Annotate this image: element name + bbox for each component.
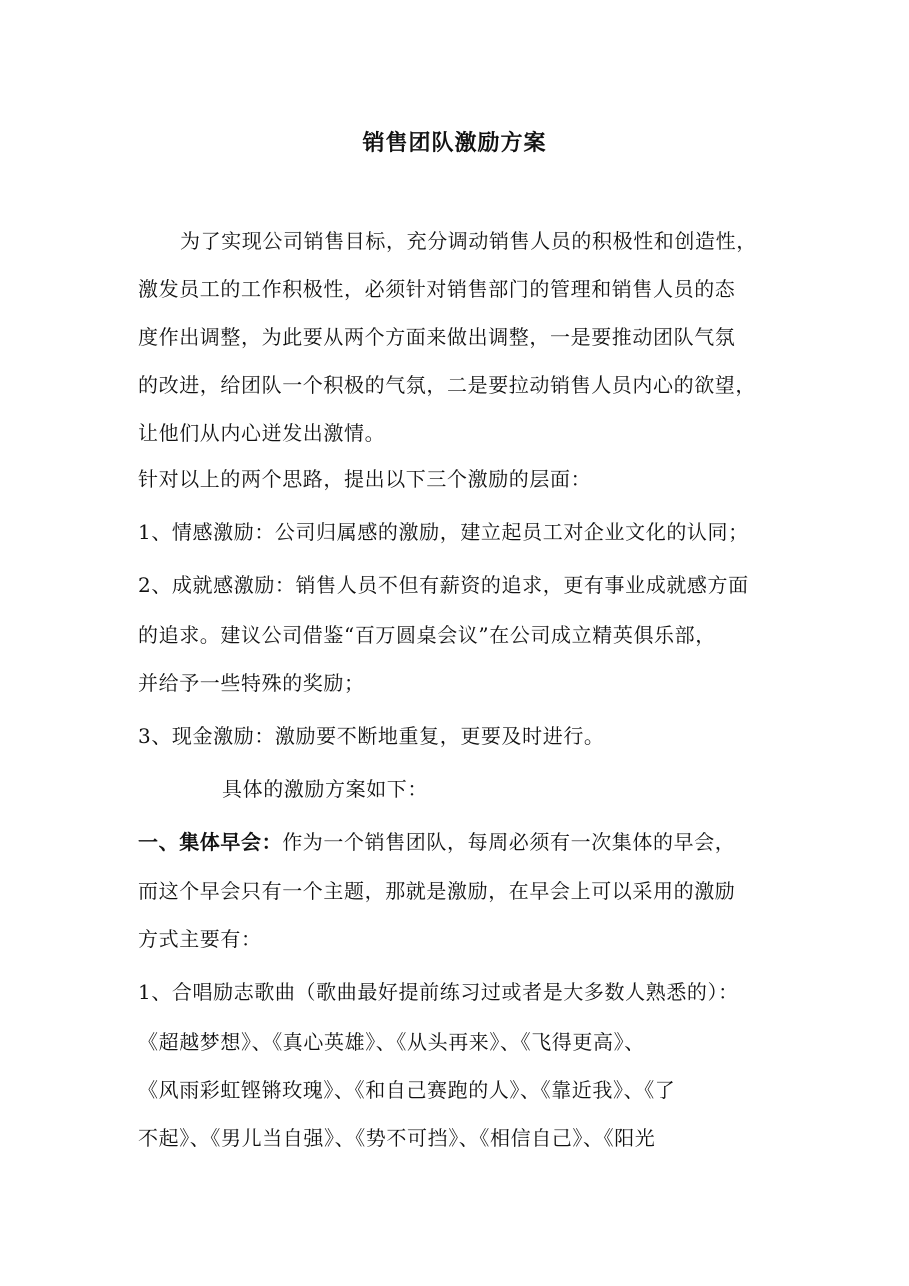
list-item: 1、合唱励志歌曲（歌曲最好提前练习过或者是大多数人熟悉的）： xyxy=(138,980,739,1004)
paragraph-line: 让他们从内心迸发出激情。 xyxy=(138,421,386,445)
paragraph-line: 而这个早会只有一个主题，那就是激励，在早会上可以采用的激励 xyxy=(138,879,736,903)
list-item: 1、情感激励：公司归属感的激励，建立起员工对企业文化的认同； xyxy=(138,520,749,544)
paragraph-line: 《超越梦想》、《真心英雄》、《从头再来》、《飞得更高》、 xyxy=(138,1030,645,1054)
section-text: 作为一个销售团队，每周必须有一次集体的早会， xyxy=(282,830,736,854)
paragraph-line: 《风雨彩虹铿锵玫瑰》、《和自己赛跑的人》、《靠近我》、《了 xyxy=(138,1078,676,1102)
paragraph-line: 针对以上的两个思路，提出以下三个激励的层面： xyxy=(138,467,592,491)
paragraph-line: 方式主要有： xyxy=(138,927,262,951)
section-heading-line xyxy=(138,827,735,857)
section-heading: 一、集体早会： xyxy=(138,830,283,854)
paragraph-line: 激发员工的工作积极性，必须针对销售部门的管理和销售人员的态 xyxy=(138,277,736,301)
list-item: 2、成就感激励：销售人员不但有薪资的追求，更有事业成就感方面 xyxy=(138,573,749,597)
paragraph-line: 具体的激励方案如下： xyxy=(222,777,428,801)
paragraph-line: 度作出调整，为此要从两个方面来做出调整，一是要推动团队气氛 xyxy=(138,325,736,349)
paragraph-line: 的改进，给团队一个积极的气氛，二是要拉动销售人员内心的欲望， xyxy=(138,373,756,397)
paragraph-line: 不起》、《男儿当自强》、《势不可挡》、《相信自己》、《阳光 xyxy=(138,1126,656,1150)
paragraph-line: 并给予一些特殊的奖励； xyxy=(138,671,365,695)
paragraph-line: 为了实现公司销售目标，充分调动销售人员的积极性和创造性， xyxy=(180,229,757,253)
list-item: 3、现金激励：激励要不断地重复，更要及时进行。 xyxy=(138,724,605,748)
paragraph-line: 的追求。建议公司借鉴“百万圆桌会议”在公司成立精英俱乐部， xyxy=(138,623,716,647)
document-title: 销售团队激励方案 xyxy=(362,131,547,156)
